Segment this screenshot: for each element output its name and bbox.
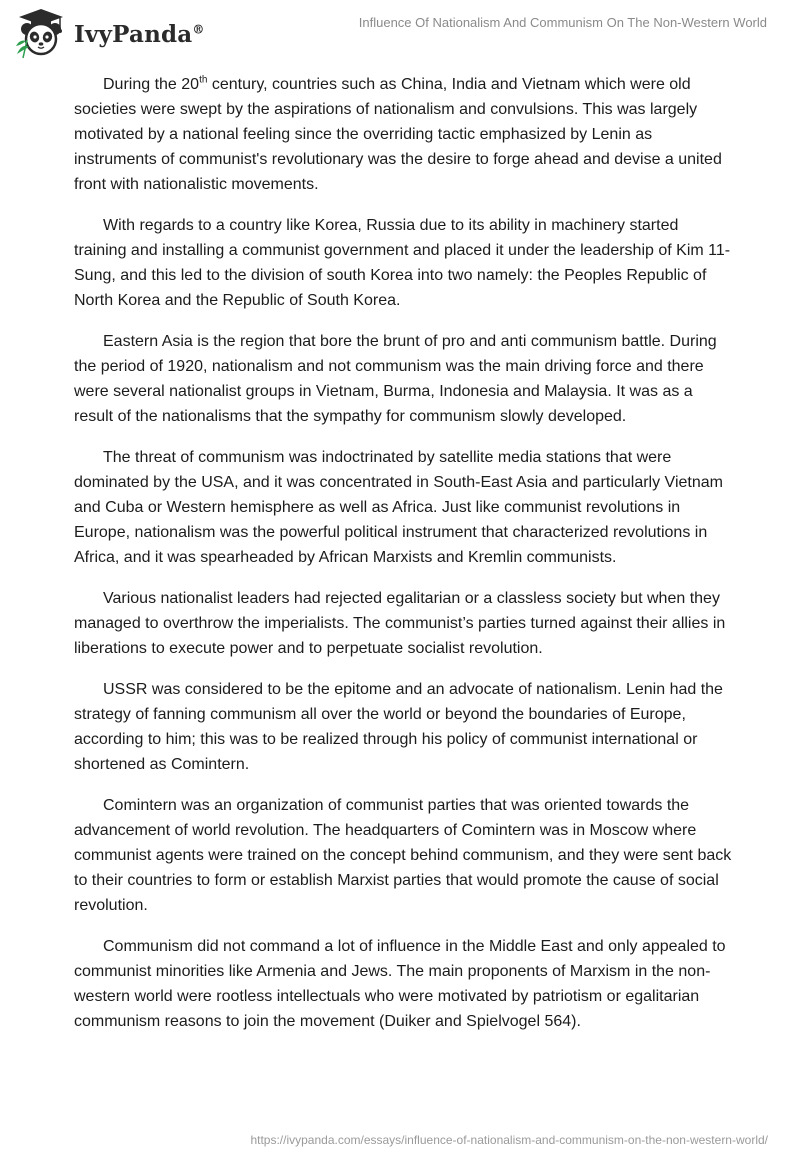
paragraph-5: Various nationalist leaders had rejected egalitarian or a classless society but when they managed to overthrow the imperialists. The communist’s parties turned against their allies in liberations to execute power and to perpetuate socialist revolution. <box>74 590 726 657</box>
essay-body <box>74 72 734 1050</box>
ivypanda-logo[interactable] <box>14 6 205 60</box>
panda-graduate-icon <box>14 6 68 60</box>
paragraph-7: Comintern was an organization of communist parties that was oriented towards the advancement of world revolution. The headquarters of Comintern was in Moscow where communist agents were trained on the concept behind communism, and they were sent back to their countries to form or establish Marxist parties that would promote the cause of social revolution. <box>74 797 732 914</box>
registered-mark: ® <box>192 21 205 36</box>
paragraph-6: USSR was considered to be the epitome and an advocate of nationalism. Lenin had the strategy of fanning communism all over the world or beyond the boundaries of Europe, according to him; this was to be realized through his policy of communist international or shortened as Comintern. <box>74 681 723 773</box>
page-header <box>0 0 800 70</box>
paragraph-1: During the 20th century, countries such as China, India and Vietnam which were old societies were swept by the aspirations of nationalism and convulsions. This was largely motivated by a national feeling since the overriding tactic emphasized by Lenin as instruments of communist's revolutionary was the desire to forge ahead and devise a united front with nationalistic movements. <box>74 74 722 193</box>
paragraph-8: Communism did not command a lot of influence in the Middle East and only appealed to communist minorities like Armenia and Jews. The main proponents of Marxism in the non-western world were rootless intellectuals who were motivated by patriotism or egalitarian communism reasons to join the movement (Duiker and Spielvogel 564). <box>74 938 726 1030</box>
paragraph-2: With regards to a country like Korea, Russia due to its ability in machinery started training and installing a communist government and placed it under the leadership of Kim 11-Sung, and this led to the division of south Korea into two namely: the Peoples Republic of North Korea and the Republic of South Korea. <box>74 217 731 309</box>
brand-name: IvyPanda® <box>74 20 205 48</box>
paragraph-4: The threat of communism was indoctrinated by satellite media stations that were dominated by the USA, and it was concentrated in South-East Asia and particularly Vietnam and Cuba or Western hemisphere as well as Africa. Just like communist revolutions in Europe, nationalism was the powerful political instrument that characterized revolutions in Africa, and it was spearheaded by African Marxists and Kremlin communists. <box>74 449 723 566</box>
source-url-link[interactable]: https://ivypanda.com/essays/influence-of-nationalism-and-communism-on-the-non-western-world/ <box>250 1133 768 1147</box>
paragraph-3: Eastern Asia is the region that bore the brunt of pro and anti communism battle. During the period of 1920, nationalism and not communism was the main driving force and there were several nationalist groups in Vietnam, Burma, Indonesia and Malaysia. It was as a result of the nationalisms that the sympathy for communism slowly developed. <box>74 333 717 425</box>
document-title: Influence Of Nationalism And Communism On The Non-Western World <box>358 15 767 30</box>
superscript-th: th <box>199 74 208 86</box>
